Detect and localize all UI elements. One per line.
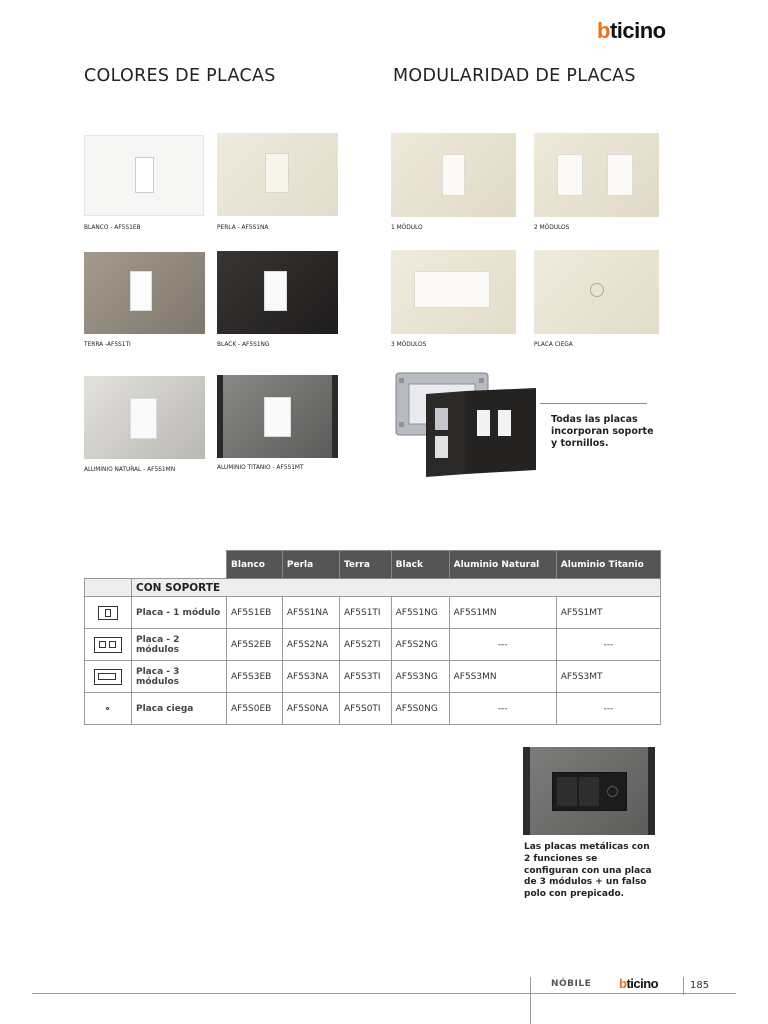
plate-aluminio-titanio-image: [217, 375, 338, 458]
code-cell: AF5S2NG: [391, 629, 449, 661]
code-cell: AF5S0EB: [227, 693, 283, 725]
footer-divider: [32, 993, 736, 994]
support-and-plate-image: [395, 370, 555, 480]
caption-3-modulos: 3 MÓDULOS: [391, 340, 427, 348]
code-cell: AF5S1TI: [339, 597, 391, 629]
code-cell: AF5S1MN: [449, 597, 556, 629]
one-module-icon: [98, 606, 118, 620]
table-header-row: [85, 551, 661, 579]
caption-aluminio-titanio: ALUMINIO TITANIO - AF5S1MT: [217, 463, 304, 471]
code-cell: ---: [556, 629, 660, 661]
header-blanco: Blanco: [227, 551, 283, 579]
header-terra: Terra: [339, 551, 391, 579]
plate-perla-image: [217, 133, 338, 216]
table-row: [85, 629, 661, 661]
code-cell: AF5S1MT: [556, 597, 660, 629]
header-black: Black: [391, 551, 449, 579]
code-cell: AF5S2TI: [339, 629, 391, 661]
caption-perla: PERLA - AF5S1NA: [217, 223, 269, 231]
caption-terra: TERRA -AF5S1TI: [84, 340, 131, 348]
code-cell: AF5S3NG: [391, 661, 449, 693]
code-cell: AF5S0NG: [391, 693, 449, 725]
plate-aluminio-natural-image: [84, 376, 205, 459]
colors-section-title: COLORES DE PLACAS: [84, 66, 276, 86]
group-label: CON SOPORTE: [132, 579, 661, 597]
plate-ciega-image: [534, 250, 659, 334]
plate-1-modulo-image: [391, 133, 516, 217]
table-row: [85, 693, 661, 725]
two-modules-icon: [94, 637, 122, 653]
code-cell: ---: [449, 693, 556, 725]
plate-2-modulos-image: [534, 133, 659, 217]
modularity-section-title: MODULARIDAD DE PLACAS: [393, 66, 636, 86]
code-cell: AF5S3MT: [556, 661, 660, 693]
caption-placa-ciega: PLACA CIEGA: [534, 340, 573, 348]
code-cell: AF5S0NA: [282, 693, 339, 725]
icon-cell: [85, 661, 132, 693]
footer-page-divider: [683, 977, 684, 995]
icon-cell: [85, 693, 132, 725]
code-cell: AF5S1NA: [282, 597, 339, 629]
table-header-blank: [85, 551, 227, 579]
code-cell: ---: [556, 693, 660, 725]
caption-aluminio-natural: ALUMINIO NATURAL - AF5S1MN: [84, 465, 176, 473]
bticino-logo: bticino: [597, 18, 666, 43]
code-cell: AF5S2NA: [282, 629, 339, 661]
metal-plate-photo: [523, 747, 655, 835]
three-modules-icon: [94, 669, 122, 685]
row-name: Placa - 1 módulo: [132, 597, 227, 629]
caption-black: BLACK - AF5S1NG: [217, 340, 270, 348]
group-icon-cell: [85, 579, 132, 597]
icon-cell: [85, 629, 132, 661]
plate-terra-image: [84, 252, 205, 334]
row-name: Placa ciega: [132, 693, 227, 725]
plate-3-modulos-image: [391, 250, 516, 334]
header-perla: Perla: [282, 551, 339, 579]
code-cell: AF5S2EB: [227, 629, 283, 661]
table-group-row: [85, 579, 661, 597]
plate-black-image: [217, 251, 338, 334]
metal-plate-note: Las placas metálicas con 2 funciones se configuran con una placa de 3 módulos + un falso polo con prepicado.: [524, 842, 652, 900]
footer-vertical-divider: [530, 977, 531, 1024]
code-cell: ---: [449, 629, 556, 661]
codes-table: [84, 550, 661, 725]
blank-plate-icon: [94, 701, 122, 717]
code-cell: AF5S0TI: [339, 693, 391, 725]
page-number: 185: [690, 980, 710, 991]
code-cell: AF5S1NG: [391, 597, 449, 629]
table-row: [85, 661, 661, 693]
code-cell: AF5S3MN: [449, 661, 556, 693]
header-aluminio-natural: Aluminio Natural: [449, 551, 556, 579]
code-cell: AF5S3EB: [227, 661, 283, 693]
footer-bticino-logo: bticino: [619, 976, 659, 991]
code-cell: AF5S3TI: [339, 661, 391, 693]
row-name: Placa - 3 módulos: [132, 661, 227, 693]
note-pointer-line: [540, 403, 647, 404]
row-name: Placa - 2 módulos: [132, 629, 227, 661]
support-note: Todas las placas incorporan soporte y tornillos.: [551, 414, 654, 450]
footer-product-name: NÓBILE: [551, 979, 592, 989]
code-cell: AF5S3NA: [282, 661, 339, 693]
table-row: [85, 597, 661, 629]
header-aluminio-titanio: Aluminio Titanio: [556, 551, 660, 579]
caption-2-modulos: 2 MÓDULOS: [534, 223, 570, 231]
icon-cell: [85, 597, 132, 629]
code-cell: AF5S1EB: [227, 597, 283, 629]
plate-blanco-image: [84, 135, 204, 216]
caption-1-modulo: 1 MÓDULO: [391, 223, 423, 231]
caption-blanco: BLANCO - AF5S1EB: [84, 223, 141, 231]
